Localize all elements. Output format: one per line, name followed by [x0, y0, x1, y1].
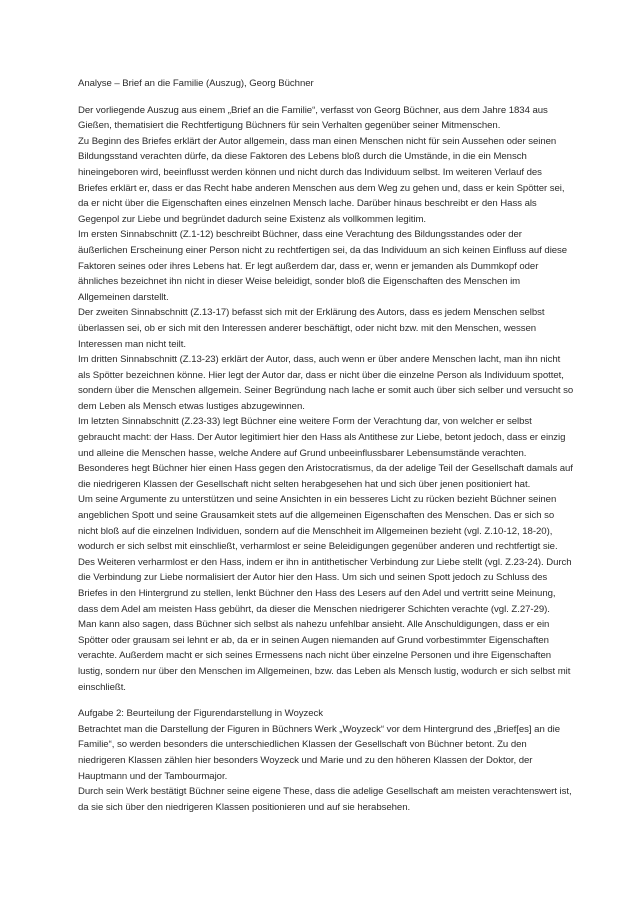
section-2-paragraph-2: Durch sein Werk bestätigt Büchner seine eigene These, dass die adelige Gesellschaft am meisten verachtenswert ist, da sie sich über den niedrigeren Klassen positionieren und auf sie herabsehen. [78, 786, 572, 813]
paragraph-section-2: Der zweiten Sinnabschnitt (Z.13-17) befasst sich mit der Erklärung des Autors, dass es jedem Menschen selbst überlassen sei, ob er sich mit den Interessen anderer beschäftigt, oder nicht bzw. mit den Menschen, wessen Interessen man nicht teilt. [78, 307, 545, 350]
section-2-paragraph-1: Betrachtet man die Darstellung der Figuren in Büchners Werk „Woyzeck“ vor dem Hintergrund des „Brief[es] an die Familie“, so werden besonders die unterschiedlichen Klassen der Gesellschaft von Büchner betont. Zu den niedrigeren Klassen zählen hier besonders Woyzeck und Marie und zu den höheren Klassen der Doktor, der Hauptmann und der Tambourmajor. [78, 723, 560, 782]
paragraph-section-1: Im ersten Sinnabschnitt (Z.1-12) beschreibt Büchner, dass eine Verachtung des Bildungsstandes oder der äußerlichen Erscheinung einer Person nicht zu rechtfertigen sei, da das Individuum an sich keinen Einfluss auf diese Faktoren seines oder ihres Lebens hat. Er legt außerdem dar, dass er, wenn er jemanden als Dummkopf oder ähnliches bezeichnet ihn nicht in dieser Weise beleidigt, sonder bloß die Eigenschaften des Menschen im Allgemeinen darstellt. [78, 229, 568, 303]
paragraph-section-4: Im letzten Sinnabschnitt (Z.23-33) legt Büchner eine weitere Form der Verachtung dar, von welcher er selbst gebraucht macht: der Hass. Der Autor legitimiert hier den Hass als Antithese zur Liebe, betont jedoch, dass er einzig und alleine die Menschen hasse, welche Andere auf Grund unbeeinflussbarer Lebensumstände verachten. Besonderes hegt Büchner hier einen Hass gegen den Aristocratismus, da der adelige Teil der Gesellschaft damals auf die niedrigeren Klassen der Gesellschaft nicht selten herabgesehen hat und sich über jenen positioniert hat. [78, 416, 573, 490]
section-2-heading: Aufgabe 2: Beurteilung der Figurendarstellung in Woyzeck [78, 708, 324, 720]
paragraph-section-3: Im dritten Sinnabschnitt (Z.13-23) erklärt der Autor, dass, auch wenn er über andere Menschen lacht, man ihn nicht als Spötter bezeichnen könne. Hier legt der Autor dar, dass er nicht über die einzelne Person als Individuum spottet, sondern über die Menschen allgemein. Seiner Begründung nach lache er somit auch über sich selber und versucht so dem Leben als Mensch etwas lustiges abzugewinnen. [78, 354, 574, 412]
document-title: Analyse – Brief an die Familie (Auszug), Georg Büchner [78, 78, 314, 89]
paragraph-summary: Zu Beginn des Briefes erklärt der Autor allgemein, dass man einen Menschen nicht für sein Aussehen oder seinen Bildungsstand verachten dürfe, da diese Faktoren des Lebens bloß durch die Umstände, in die ein Mensch hineingeboren wird, beeinflusst werden können und nicht durch das Individuum selbst. Im weiteren Verlauf des Briefes erklärt er, dass er das Recht habe anderen Menschen aus dem Weg zu gehen und, dass er kein Spötter sei, da er nicht über die Eigenschaften eines einzelnen Mensch lache. Darüber hinaus beschreibt er den Hass als Gegenpol zur Liebe und begründet dadurch seine Existenz als vollkommen legitim. [78, 135, 565, 225]
document-body [78, 76, 574, 815]
paragraph-intro: Der vorliegende Auszug aus einem „Brief an die Familie“, verfasst von Georg Büchner, aus dem Jahre 1834 aus Gießen, thematisiert die Rechtfertigung Büchners für sein Verhalten gegenüber seiner Mitmenschen. [78, 104, 548, 132]
paragraph-conclusion: Man kann also sagen, dass Büchner sich selbst als nahezu unfehlbar ansieht. Alle Anschuldigungen, dass er ein Spötter oder grausam sei lehnt er ab, da er in seinen Augen niemanden auf Grund vorbestimmter Eigenschaften verachte. Außerdem macht er sich seines Ermessens nach nicht über einzelne Personen und ihre Eigenschaften lustig, sondern nur über den Menschen im Allgemeinen, bzw. das Leben als Mensch lustig, wodurch er sich selbst mit einschließt. [78, 619, 571, 693]
paragraph-argumentation: Um seine Argumente zu unterstützen und seine Ansichten in ein besseres Licht zu rücken bezieht Büchner seinen angeblichen Spott und seine Grausamkeit stets auf die allgemeinen Eigenschaften des Menschen. Das er sich so nicht bloß auf die einzelnen Individuen, sondern auf die Menschheit im Allgemeinen bezieht (vgl. Z.10-12, 18-20), wodurch er sich selbst mit einschließt, verharmlost er seine Beleidigungen gegenüber anderen und rechtfertigt sie. Des Weiteren verharmlost er den Hass, indem er ihn in antithetischer Verbindung zur Liebe stellt (vgl. Z.23-24). Durch die Verbindung zur Liebe normalisiert der Autor hier den Hass. Um sich und seinen Spott jedoch zu Schluss des Briefes in den Hintergrund zu stellen, lenkt Büchner den Hass des Lesers auf den Adel und vertritt seine Meinung, dass dem Adel am meisten Hass gebührt, da dieser die Menschen niedrigerer Schichten verachte (vgl. Z.27-29). [78, 494, 572, 615]
